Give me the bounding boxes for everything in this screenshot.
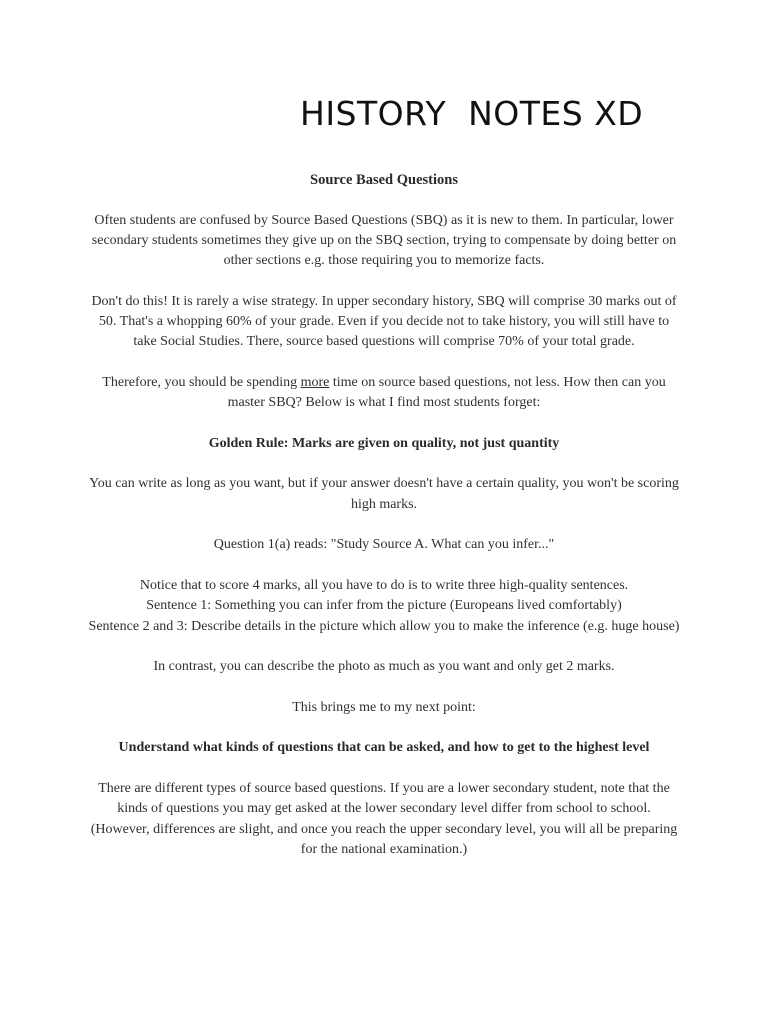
golden-rule-heading: Golden Rule: Marks are given on quality, not just quantity [208, 435, 560, 451]
notice-line-2: Sentence 1: Something you can infer from the picture (Europeans lived comfortably) [146, 598, 622, 614]
types-paragraph: There are different types of source based questions. If you are a lower secondary student, note that the kinds of questions you may get asked at the lower secondary level differ from school to school. (However, differences are slight, and once you reach the upper secondary level, you will all be preparing for the national examination.) [90, 780, 678, 857]
notice-line-3: Sentence 2 and 3: Describe details in the picture which allow you to make the inference (e.g. huge house) [88, 618, 680, 634]
therefore-paragraph [88, 373, 680, 414]
contrast-paragraph: In contrast, you can describe the photo as much as you want and only get 2 marks. [153, 659, 615, 675]
notice-paragraph [88, 576, 680, 637]
next-point-paragraph: This brings me to my next point: [292, 699, 476, 715]
document-body [88, 170, 680, 880]
therefore-text-end: time on source based questions, not less. How then can you master SBQ? Below is what I find most students forget: [227, 374, 666, 411]
quality-paragraph: You can write as long as you want, but if your answer doesn't have a certain quality, you won't be scoring high marks. [89, 476, 679, 512]
emphasis-more: more [300, 374, 330, 390]
warning-paragraph: Don't do this! It is rarely a wise strategy. In upper secondary history, SBQ will comprise 30 marks out of 50. That's a whopping 60% of your grade. Even if you decide not to take history, you will still have to take Social Studies. There, source based questions will comprise 70% of your total grade. [91, 293, 677, 350]
understand-heading: Understand what kinds of questions that can be asked, and how to get to the highest level [118, 740, 650, 756]
document-title: HISTORY NOTES XD [300, 94, 644, 133]
section-heading: Source Based Questions [310, 172, 458, 188]
therefore-text-start: Therefore, you should be spending [102, 374, 301, 390]
question-paragraph: Question 1(a) reads: "Study Source A. What can you infer..." [213, 537, 555, 553]
notice-line-1: Notice that to score 4 marks, all you have to do is to write three high-quality sentences. [139, 577, 629, 593]
intro-paragraph: Often students are confused by Source Based Questions (SBQ) as it is new to them. In particular, lower secondary students sometimes they give up on the SBQ section, trying to compensate by doing better on other sections e.g. those requiring you to memorize facts. [91, 212, 677, 269]
